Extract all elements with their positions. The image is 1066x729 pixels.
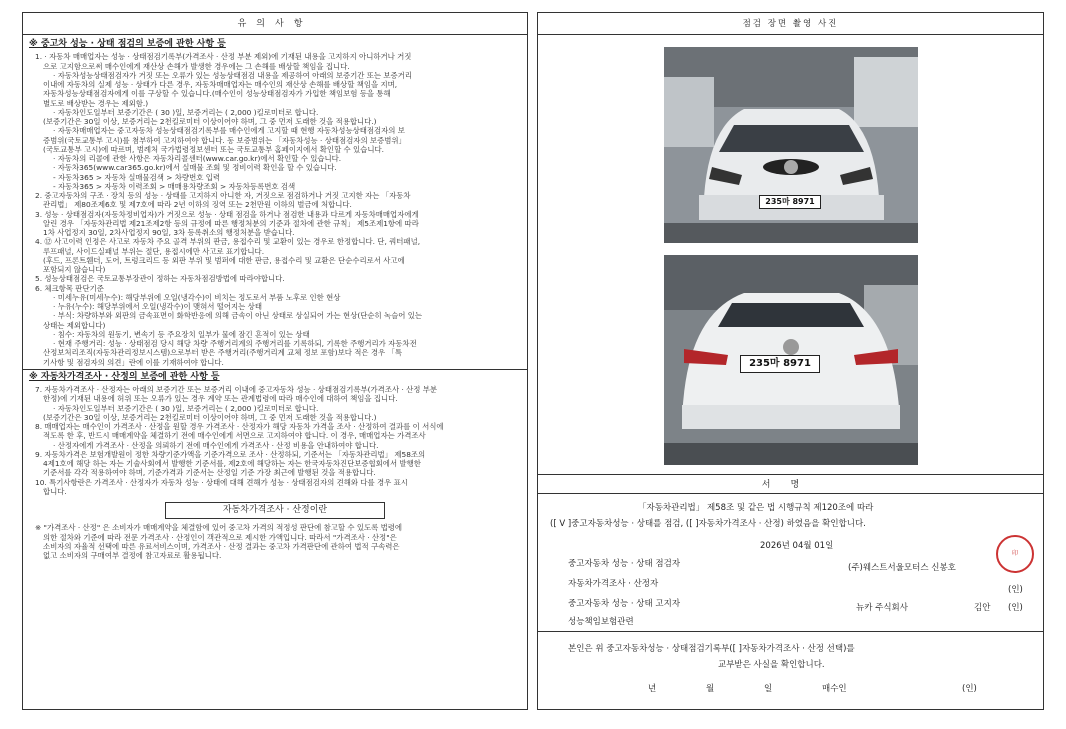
- text-line: 10. 특기사항란은 가격조사 · 산정자가 자동차 성능 · 상태에 대해 견해가 성능 · 상태점검자의 견해와 다를 경우 표시: [35, 477, 408, 487]
- text-line: 소비자의 자율적 선택에 따른 유료서비스이며, 가격조사 · 산정 결과는 중고차 가격판단에 관하여 법적 구속력은: [43, 541, 400, 551]
- text-line: · 산정자에게 가격조사 · 산정을 의뢰하기 전에 매수인에게 가격조사 · 산정 비용을 안내하여야 합니다.: [53, 440, 379, 450]
- buyer-seal-mark: (인): [962, 684, 977, 694]
- text-line: 포함되지 않습니다): [43, 265, 106, 274]
- notice-header: 유의사항: [23, 13, 527, 35]
- text-line: 자동차성능상태점검자에게 이를 구상할 수 있습니다.(매수인이 성능상태점검자가 가입한 책임보험 등을 통해: [43, 89, 391, 99]
- inspection-panel: [537, 12, 1044, 710]
- text-line: 8. 매매업자는 매수인이 가격조사 · 산정을 원할 경우 가격조사 · 산정자가 해당 자동차 가격을 조사 · 산정하여 결과를 이 서식에: [35, 422, 444, 431]
- inspection-confirmation: ([ V ]중고자동차성능 · 상태를 점검, ([ ]자동차가격조사 · 산정) 하였음을 확인합니다.: [550, 519, 866, 529]
- liability-insurance-label: 성능책임보험관련: [568, 617, 634, 627]
- text-line: 산정보처리조직(자동차관리정보시스템)으로부터 받은 주행거리(주행거리계 교체 정보 포함)보다 적은 경우 「특: [43, 348, 402, 358]
- text-line: 으로 고지함으로써 매수인에게 재산상 손해가 발생한 경우에는 그 손해를 배상할 책임을 집니다.: [43, 61, 350, 71]
- text-line: ※ "가격조사 · 산정" 은 소비자가 매매계약을 체결함에 있어 중고차 가격의 적정성 판단에 참고할 수 있도록 법령에: [35, 523, 403, 533]
- buyer-day: 일: [764, 684, 773, 694]
- text-line: 상태는 제외합니다): [43, 320, 106, 330]
- text-line: 7. 자동차가격조사 · 산정자는 아래의 보증기간 또는 보증거리 이내에 중고자동차 성능 · 상태점검기록부(가격조사 · 산정 부분: [35, 385, 438, 394]
- text-line: 4제1호에 해당 하는 자는 기술사회에서 발행한 기준서를, 제2호에 해당하는 자는 한국자동차진단보증협회에서 발행한: [43, 459, 421, 468]
- text-line: 9. 자동차가격은 보험개발원이 정한 차량기준가액을 기준가격으로 조사 · 산정하되, 기준서는 「자동차관리법」 제58조의: [35, 449, 426, 459]
- text-line: · 자동차인도일부터 보증기간은 ( 30 )일, 보증거리는 ( 2,000 )킬로미터로 합니다.: [53, 107, 319, 117]
- buyer-confirmation-line1: 본인은 위 중고자동차성능 · 상태점검기록부([ ]자동차가격조사 · 산정 선택)를: [568, 644, 855, 654]
- text-line: 기준서를 각각 적용하여야 하며, 기준가격과 기준서는 산정일 기준 가장 최근에 발행된 것을 적용합니다.: [43, 468, 376, 478]
- text-line: 증범위(국토교통부 고시)를 첨부하여 고지하여야 합니다. 동 보증범위는 「자동차성능 · 상태점검자의 보증범위」: [43, 135, 406, 145]
- pricing-definition-title: 자동차가격조사 · 산정이란: [165, 502, 385, 519]
- text-line: · 자동차의 리콜에 관한 사항은 자동차리콜센터(www.car.go.kr)에서 확인할 수 있습니다.: [53, 154, 342, 163]
- warranty-section-body: [29, 52, 521, 367]
- photo-header: 점검 장면 촬영 사진: [538, 13, 1043, 35]
- text-line: 1차 사업정지 30일, 2차사업정지 90일, 3차 등록취소의 행정처분을 받습니다.: [43, 228, 295, 237]
- notifier-company: 뉴카 주식회사: [856, 603, 908, 613]
- rear-license-plate: 235마 8971: [740, 355, 820, 373]
- warranty-section-title: ※ 중고차 성능 · 상태 점검의 보증에 관한 사항 등: [29, 39, 226, 49]
- text-line: · 부식: 차량하부와 외판의 금속표면이 화학반응에 의해 금속이 아닌 상태로 상실되어 가는 현상(단순히 녹슬어 있는: [53, 311, 423, 321]
- text-line: 적도록 한 후, 반드시 매매계약을 체결하기 전에 매수인에게 서면으로 고지하여야 합니다. 이 경우, 매매업자는 가격조사: [43, 431, 426, 441]
- text-line: 2. 중고자동차의 구조 · 장치 등의 성능 · 상태를 고지하지 아니한 자, 거짓으로 점검하거나 거짓 고지한 자는 「자동차: [35, 191, 411, 200]
- company-seal-stamp: 印: [996, 535, 1034, 573]
- text-line: 1. · 자동차 매매업자는 성능 · 상태점검기록부(가격조사 · 산정 부분 제외)에 기재된 내용을 고지하지 아니하거나 거짓: [35, 52, 412, 62]
- buyer-confirmation: [538, 631, 1043, 711]
- text-line: (후드, 프론트휀더, 도어, 트렁크리드 등 외판 부위 및 범퍼에 대한 판금, 용접수리 및 교환은 단순수리로서 사고에: [43, 255, 405, 265]
- text-line: 관리법」 제80조제6호 및 제7호에 따라 2년 이하의 징역 또는 2천만원 이하의 벌금에 처합니다.: [43, 200, 352, 210]
- text-line: - 자동차365 > 자동차 이력조회 > 매매용차량조회 > 자동차등록번호 검색: [53, 181, 296, 191]
- text-line: 알린 경우 「자동차관리법 제21조제2항 등의 규정에 따른 행정처분의 기준과 절차에 관한 규칙」 제5조제1항에 따라: [43, 218, 419, 228]
- buyer-confirmation-line2: 교부받은 사실을 확인합니다.: [718, 660, 825, 670]
- text-line: 별도로 배상받는 경우는 제외함.): [43, 98, 149, 108]
- text-line: 4. ⑫ 사고이력 인정은 사고로 자동차 주요 골격 부위의 판금, 용접수리 및 교환이 있는 경우로 한정합니다. 단, 쿼터패널,: [35, 237, 421, 247]
- text-line: 3. 성능 · 상태점검자(자동차정비업자)가 거짓으로 성능 · 상태 점검을 하거나 점검한 내용과 다르게 자동차매매업자에게: [35, 209, 419, 219]
- text-line: 없고 소비자의 구매여부 결정에 참고자료로 활용됩니다.: [43, 551, 222, 560]
- text-line: · 현재 주행거리: 성능 · 상태점검 당시 해당 차량 주행거리계의 주행거리를 기록하되, 기록한 주행거리가 자동차전: [53, 339, 417, 348]
- notice-panel: [22, 12, 528, 710]
- text-line: · 침수: 자동차의 원동기, 변속기 등 주요장치 일부가 물에 잠긴 흔적이 있는 상태: [53, 329, 310, 339]
- rear-car-photo: [664, 255, 918, 465]
- notifier-role: 중고자동차 성능 · 상태 고지자: [568, 599, 681, 609]
- inspector-name: (주)웨스트서울모터스 신봉호: [848, 563, 956, 573]
- appraiser-seal-mark: (인): [1008, 585, 1023, 595]
- text-line: 기사항 및 점검자의 의견」란에 이를 기재하여야 합니다.: [43, 357, 224, 367]
- legal-basis: 「자동차관리법」 제58조 및 같은 법 시행규칙 제120조에 따라: [638, 503, 874, 513]
- inspector-role: 중고자동차 성능 · 상태 점검자: [568, 559, 681, 569]
- text-line: · 자동차매매업자는 중고자동차 성능상태점검기록부를 매수인에게 고지할 때 현행 자동차성능상태점검자의 보: [53, 126, 405, 136]
- buyer-label: 매수인: [822, 684, 847, 694]
- signature-header: 서명: [538, 474, 1043, 494]
- front-car-illustration: [664, 47, 918, 243]
- text-line: (국토교통부 고시)에 따르며, 범례처 국가법령정보센터 또는 국토교통부 홈페이지에서 확인할 수 있습니다.: [43, 144, 384, 154]
- front-car-photo: [664, 47, 918, 243]
- signature-block: [538, 497, 1043, 627]
- notifier-person: 김안: [974, 603, 991, 613]
- notifier-seal-mark: (인): [1008, 603, 1023, 613]
- text-line: - 자동차365 > 자동차 실매물검색 > 차량번호 입력: [53, 172, 220, 182]
- text-line: 의한 절차와 기준에 따라 전문 가격조사 · 산정인이 객관적으로 제시한 가액입니다. 따라서 "가격조사 · 산정"은: [43, 532, 397, 542]
- text-line: · 자동차365(www.car365.go.kr)에서 실매물 조회 및 정비이력 확인을 할 수 있습니다.: [53, 163, 337, 173]
- text-line: · 자동차인도일부터 보증기간은 ( 30 )일, 보증거리는 ( 2,000 )킬로미터로 합니다.: [53, 403, 319, 413]
- text-line: 6. 체크항목 판단기준: [35, 283, 104, 293]
- text-line: · 누유(누수): 해당부위에서 오일(냉각수)이 맺혀서 떨어지는 상태: [53, 302, 262, 311]
- pricing-definition-body: [29, 523, 521, 560]
- text-line: 이내에 자동차의 실제 성능 · 상태가 다른 경우, 자동차매매업자는 매수인의 재산상 손해를 배상할 책임을 지며,: [43, 80, 398, 89]
- front-license-plate: 235마 8971: [759, 195, 821, 209]
- text-line: 루프패널, 사이드실패널 부위는 절단, 용접시에만 사고로 표기합니다.: [43, 246, 265, 256]
- buyer-year: 년: [648, 684, 657, 694]
- text-line: · 자동차성능상태점검자가 거짓 또는 오류가 있는 성능상태점검 내용을 제공하여 아래의 보증기간 또는 보증거리: [53, 70, 412, 80]
- pricing-section-title: ※ 자동차가격조사 · 산정의 보증에 관한 사항 등: [29, 371, 220, 382]
- text-line: (보증기간은 30일 이상, 보증거리는 2천킬로미터 이상이어야 하며, 그 중 먼저 도래한 것을 적용합니다.): [43, 117, 377, 126]
- text-line: · 미세누유(미세누수): 해당부위에 오일(냉각수)이 비치는 정도로서 부품 노후로 인한 현상: [53, 292, 341, 302]
- pricing-section-body: [29, 385, 521, 496]
- text-line: 5. 성능상태점검은 국토교통부장관이 정하는 자동차점검방법에 따라야합니다.: [35, 274, 285, 284]
- text-line: 한정)에 기재된 내용에 허위 또는 오류가 있는 경우 계약 또는 관계법령에 따라 매수인에 대하여 책임을 집니다.: [43, 394, 398, 404]
- text-line: 합니다.: [43, 486, 67, 496]
- text-line: (보증기간은 30일 이상, 보증거리는 2천킬로미터 이상이어야 하며, 그 중 먼저 도래한 것을 적용합니다.): [43, 412, 377, 422]
- warranty-section: [23, 35, 527, 562]
- buyer-month: 월: [706, 684, 715, 694]
- signature-date: 2026년 04월 01일: [760, 541, 834, 551]
- divider: [23, 369, 527, 370]
- appraiser-role: 자동차가격조사 · 산정자: [568, 579, 659, 589]
